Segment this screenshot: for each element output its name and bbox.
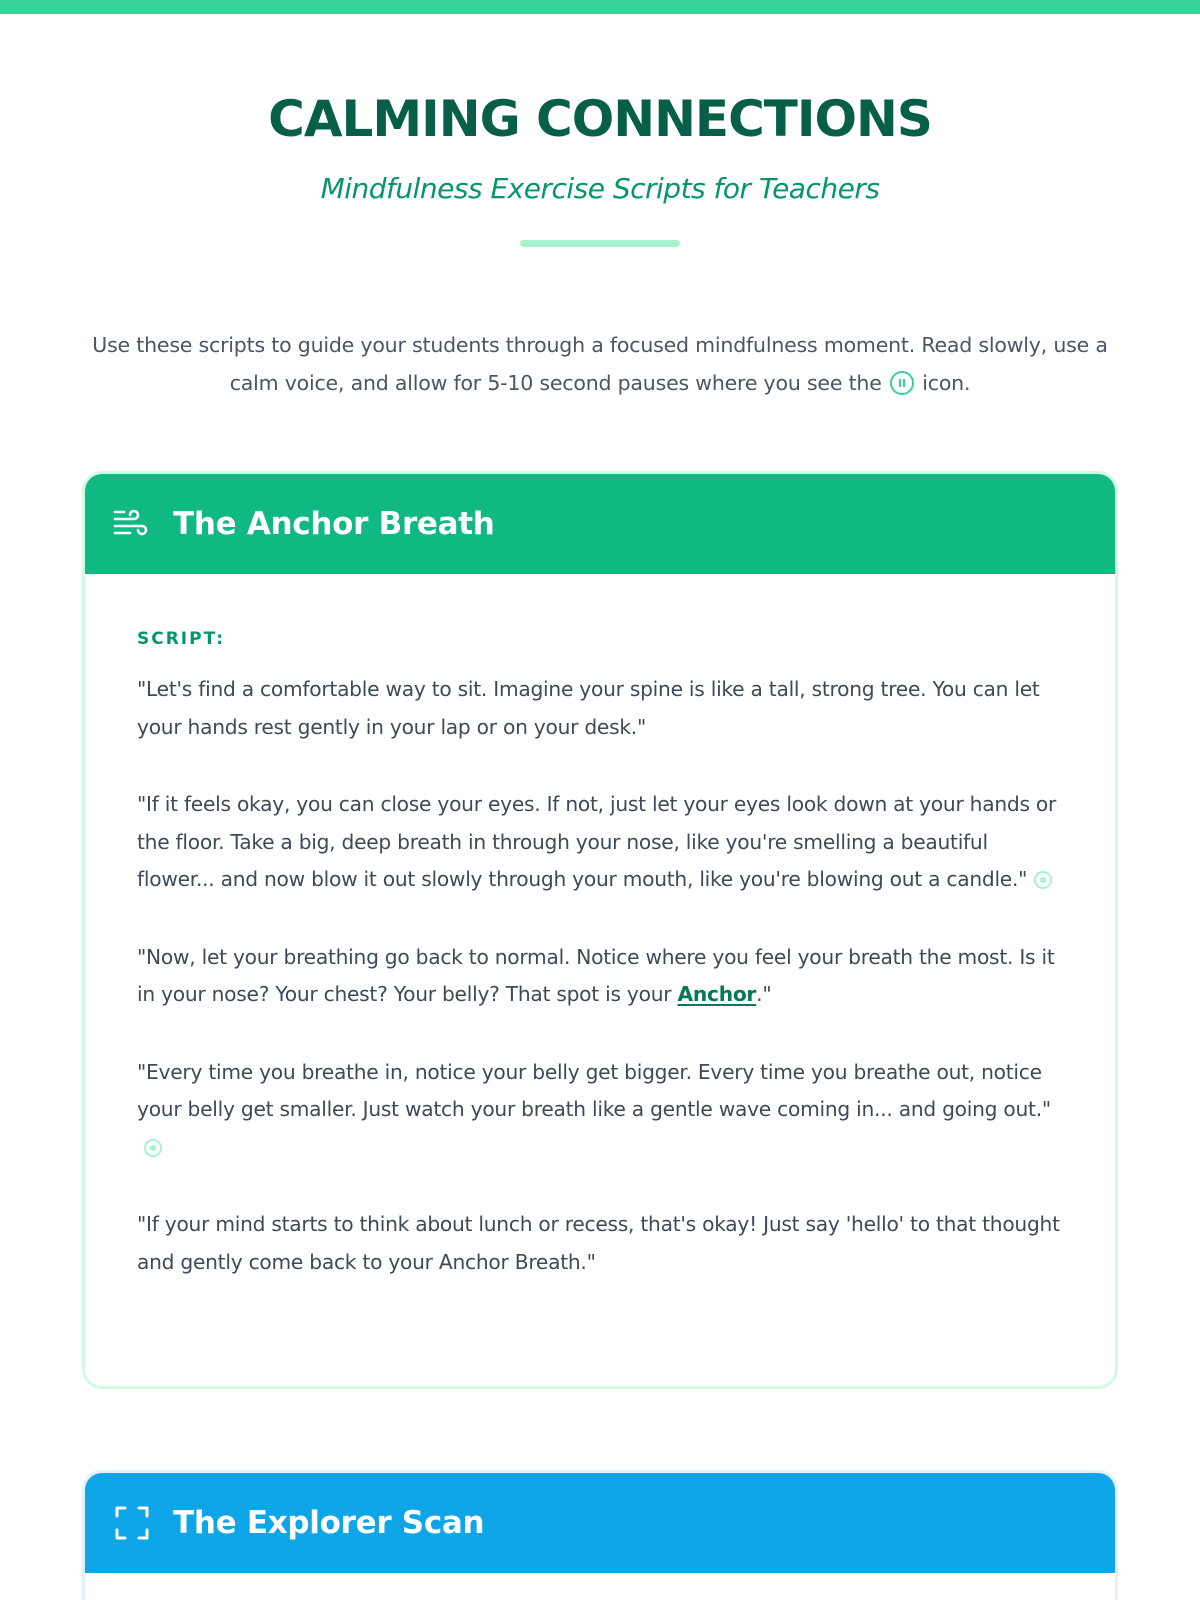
page-subtitle: Mindfulness Exercise Scripts for Teachers [320, 172, 880, 205]
script-paragraph-text: "If your mind starts to think about lunch or recess, that's okay! Just say 'hello' to that thought and gently come back to your Anchor Breath." [137, 1212, 1060, 1274]
script-paragraph-text: "If it feels okay, you can close your eyes. If not, just let your eyes look down at your hands or the floor. Take a big, deep breath in through your nose, like you're smelling a beautiful flower... and now blow it out slowly through your mouth, like you're blowing out a candle." [137, 792, 1057, 891]
exercise-card-explorer-scan [82, 1470, 1118, 1600]
wind-icon [112, 504, 152, 544]
pause-marker-icon [1034, 871, 1052, 889]
exercise-card-anchor-breath [82, 471, 1118, 1389]
intro-text [80, 326, 1120, 402]
title-divider [520, 240, 680, 247]
script-paragraph-text-end: ." [756, 982, 772, 1006]
top-accent-bar [0, 0, 1200, 14]
script-paragraph [137, 671, 1063, 746]
pause-circle-icon [890, 371, 914, 395]
exercise-card-header [85, 474, 1115, 574]
script-paragraph-text: "Now, let your breathing go back to normal. Notice where you feel your breath the most. Is it in your nose? Your chest? Your belly? That spot is your [137, 944, 1055, 1006]
anchor-keyword: Anchor [677, 982, 757, 1006]
script-paragraph-text: "Let's find a comfortable way to sit. Imagine your spine is like a tall, strong tree. You can let your hands rest gently in your lap or on your desk." [137, 677, 1040, 739]
scan-frame-icon [112, 1503, 152, 1543]
script-paragraph [137, 1206, 1063, 1281]
script-paragraph-text: "Every time you breathe in, notice your belly get bigger. Every time you breathe out, notice your belly get smaller. Just watch your breath like a gentle wave coming in... and going out." [137, 1059, 1051, 1121]
exercise-card-header [85, 1473, 1115, 1573]
exercise-card-body [85, 574, 1115, 1281]
exercise-title: The Anchor Breath [173, 506, 495, 542]
page-title: CALMING CONNECTIONS [268, 90, 932, 148]
intro-text-end: icon. [922, 371, 971, 395]
script-paragraph [137, 939, 1063, 1014]
script-paragraph [137, 786, 1063, 899]
exercise-title: The Explorer Scan [173, 1505, 485, 1541]
intro-text-start: Use these scripts to guide your students through a focused mindfulness moment. Read slowly, use a calm voice, and allow for 5-10 second pauses where you see the [92, 333, 1108, 395]
script-label: SCRIPT: [137, 629, 226, 649]
pause-marker-icon [144, 1139, 162, 1157]
script-paragraph [137, 1054, 1063, 1167]
